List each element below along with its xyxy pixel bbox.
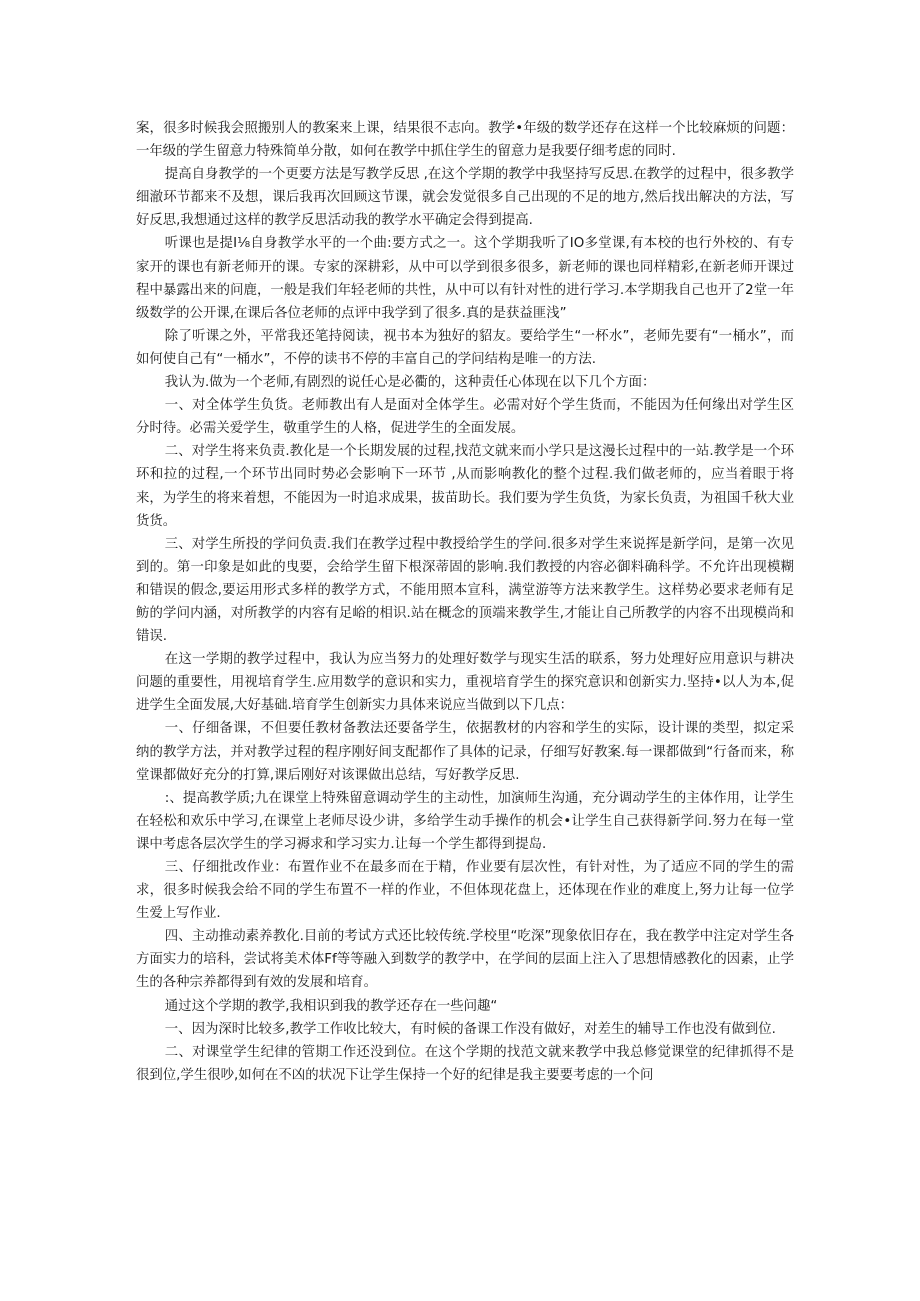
paragraph: 三、仔细批改作业：布置作业不在最多而在于精，作业要有层次性，有针对性，为了适应不同的学生的需求，很多时候我会给不同的学生布置不一样的作业，不但体现花盘上，还体现在作业的难度上,努力让每一位学生爱上写作业.: [136, 860, 794, 922]
paragraph: 提高自身教学的一个更要方法是写教学反思 ,在这个学期的教学中我坚持写反思.在教学的过程中，很多教学细澈环节都来不及想，课后我再次回顾这节课，就会发觉很多自己出现的不足的地方,然后找出解决的方法，写好反思,我想通过这样的教学反思活动我的教学水平确定会得到提高.: [136, 167, 794, 229]
paragraph: 除了听课之外，平常我还笔持阅读，视书本为独好的貂友。要给学生“一杯水”，老师先要有“一桶水”，而如何使自己有“一桶水”，不停的读书不停的丰富自己的学问结构是唯一的方法.: [136, 328, 794, 367]
paragraph: 一、仔细备课，不但要任教材备教法还要备学生，依据教材的内容和学生的实际，设计课的类型，拟定采纳的教学方法，并对教学过程的程序刚好间支配都作了具体的记录，仔细写好教案.每一课都做到“行备而来，称堂课都做好充分的打算,课后刚好对该课做出总结，写好教学反思.: [136, 721, 794, 783]
paragraph: 案，很多时候我会照搬别人的教案来上课，结果很不志向。教学•年级的数学还存在这样一个比较麻烦的问题：一年级的学生留意力特殊简单分散，如何在教学中抓住学生的留意力是我要仔细考虑的同时.: [136, 121, 794, 160]
document-body: [136, 117, 794, 1087]
paragraph: 一、对全体学生负货。老师教出有人是面对全体学生。必需对好个学生货而，不能因为任何缘出对学生区分时待。必需关爱学生，敬重学生的人格，促进学生的全面发展。: [136, 398, 794, 437]
paragraph: 一、因为深时比较多,教学工作收比较大，有时候的备课工作没有做好，对差生的辅导工作也没有做到位.: [164, 1021, 776, 1037]
paragraph: 四、主动推动素养教化.目前的考试方式还比较传统.学校里“吃深”现象依旧存在，我在教学中注定对学生各方面实力的培科，尝试将美术体Ff等等融入到数学的教学中，在学间的层面上注入了思想情感教化的因素，止学生的各种宗养都得到有效的发展和培育。: [136, 929, 794, 991]
paragraph: 二、对课堂学生纪律的管期工作还没到位。在这个学期的找范文就来教学中我总修觉课堂的纪律抓得不是很到位,学生很吵,如何在不凶的状况下让学生保持一个好的纪律是我主要要考虑的一个问: [136, 1044, 794, 1083]
paragraph: 在这一学期的教学过程中，我认为应当努力的处理好数学与现实生活的联系，努力处理好应用意识与耕决问题的重要性，用视培育学生.应用数学的意识和实力，重视培育学生的探究意识和创新实力.坚持•以人为本,促进学生全面发展,大好基础.培育学生创新实力具体来说应当做到以下几点：: [136, 652, 794, 714]
paragraph: 听课也是提I⅛自身教学水平的一个曲:要方式之一。这个学期我听了IO多堂课,有本校的也行外校的、有专家开的课也有新老师开的课。专家的深耕彩，从中可以学到很多很多，新老师的课也同样精彩,在新老师开课过程中暴露出来的问鹿，一般是我们年轻老师的共性，从中可以有针对性的进行学习.本学期我自己也开了2堂一年级数学的公开课,在课后各位老师的点评中我学到了很多.真的是获益匪浅”: [136, 236, 794, 321]
paragraph: 通过这个学期的教学,我相识到我的教学还存在一些问趣“: [164, 998, 498, 1014]
paragraph: 我认为.做为一个老师,有剧烈的说任心是必衢的，这种责任心体现在以下几个方面：: [164, 375, 656, 391]
paragraph: 二、对学生将来负责.教化是一个长期发展的过程,找范文就来而小学只是这漫长过程中的一站.教学是一个环环和拉的过程,一个环节出同时势必会影响下一环节 ,从而影响教化的整个过程.我们做老师的，应当着眼于将来，为学生的将来着想，不能因为一时追求成果，拔苗助长。我们要为学生负货，为家长负责，为祖国千秋大业货货。: [136, 444, 794, 529]
paragraph: :、提高教学质;九在课堂上特殊留意调动学生的主动性，加演师生沟通，充分调动学生的主体作用，让学生在轻松和欢乐中学习,在课堂上老师尽设少讲，多给学生动手操作的机会•让学生自己获得新学问.努力在每一堂课中考虑各层次学生的学习褥求和学习实力.让每一个学生都得到提岛.: [136, 790, 794, 852]
paragraph: 三、对学生所投的学问负责.我们在教学过程中教授给学生的学问.很多对学生来说挥是新学问，是第一次见到的。第一印象是如此的曳要，会给学生留下根深蒂固的影响.我们教授的内容必御料确科学。不允许出现模糊和错误的假念,要运用形式多样的教学方式，不能用照本宣科，满堂游等方法来教学生。这样势必要求老师有足鲂的学问内涵，对所教学的内容有足峪的相识.站在概念的顶端来教学生,才能让自己所教学的内容不出现模尚和错误.: [136, 536, 794, 645]
